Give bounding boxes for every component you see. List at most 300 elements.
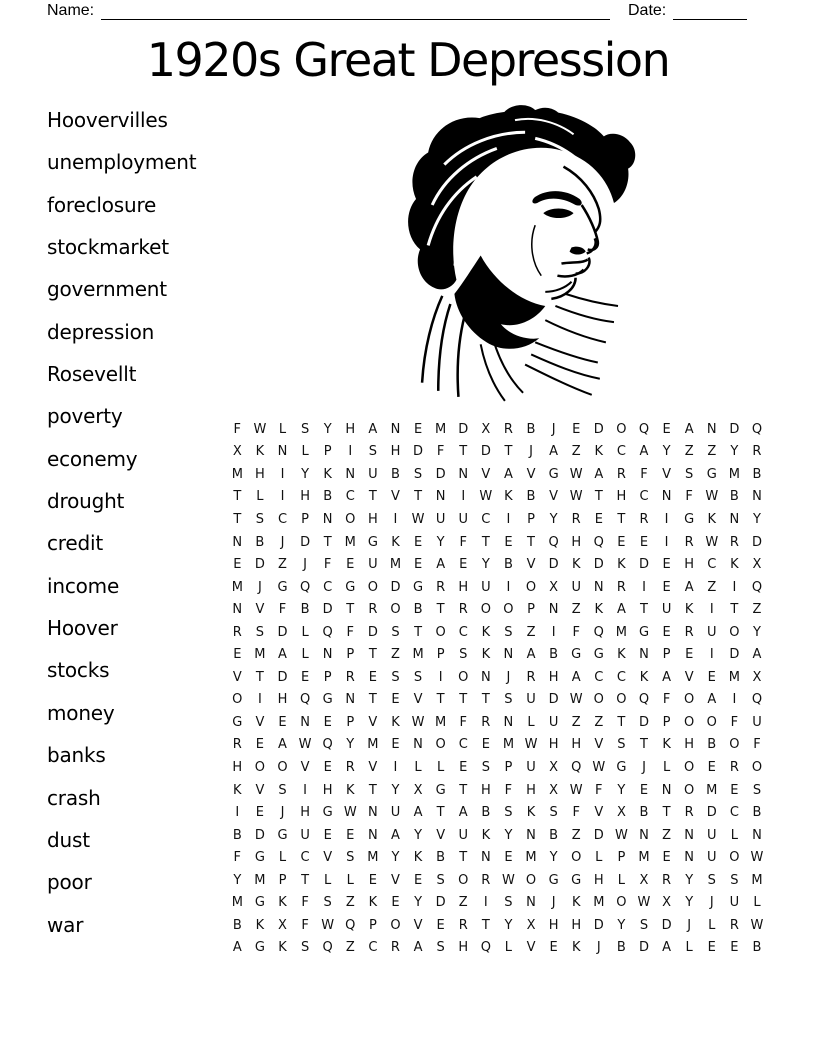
grid-letter-r14-c18: T <box>617 714 626 730</box>
grid-letter-r9-c6: T <box>346 602 355 618</box>
grid-letter-r14-c16: Z <box>571 714 581 730</box>
grid-letter-r15-c18: S <box>617 737 626 753</box>
grid-letter-r19-c18: W <box>614 827 628 843</box>
grid-letter-r2-c5: P <box>323 444 332 460</box>
grid-letter-r20-c2: G <box>254 850 265 866</box>
grid-letter-r4-c11: I <box>461 489 466 505</box>
grid-letter-r21-c17: H <box>593 872 604 888</box>
grid-letter-r11-c6: P <box>346 647 355 663</box>
grid-letter-r2-c1: X <box>232 444 242 460</box>
grid-letter-r2-c9: D <box>413 444 424 460</box>
grid-letter-r15-c3: A <box>278 737 287 753</box>
grid-letter-r21-c20: R <box>662 872 672 888</box>
grid-letter-r9-c21: K <box>684 602 694 618</box>
grid-letter-r6-c13: E <box>504 534 513 550</box>
grid-letter-r19-c19: N <box>639 827 649 843</box>
grid-letter-r19-c23: L <box>730 827 738 843</box>
word-list-item-hoovervilles: Hoovervilles <box>47 108 168 132</box>
grid-letter-r1-c15: J <box>551 421 556 437</box>
grid-letter-r7-c13: B <box>503 557 513 573</box>
grid-letter-r19-c9: Y <box>414 827 423 843</box>
grid-letter-r7-c19: D <box>638 557 649 573</box>
grid-letter-r14-c9: W <box>411 714 425 730</box>
grid-letter-r20-c18: P <box>617 850 626 866</box>
grid-letter-r21-c7: E <box>368 872 377 888</box>
grid-letter-r20-c4: C <box>300 850 310 866</box>
grid-letter-r13-c23: I <box>732 692 737 708</box>
grid-letter-r10-c19: G <box>638 624 650 640</box>
grid-letter-r15-c7: M <box>367 737 379 753</box>
grid-letter-r5-c4: P <box>301 511 309 527</box>
grid-letter-r5-c6: O <box>345 511 356 527</box>
grid-letter-r23-c17: D <box>593 917 604 933</box>
grid-letter-r13-c12: T <box>481 692 490 708</box>
grid-letter-r20-c15: Y <box>549 850 558 866</box>
grid-letter-r4-c9: T <box>414 489 423 505</box>
grid-letter-r6-c4: D <box>300 534 311 550</box>
grid-letter-r9-c3: F <box>278 602 287 618</box>
word-list-item-money: money <box>47 700 115 725</box>
grid-letter-r6-c1: N <box>232 534 243 550</box>
grid-letter-r10-c9: T <box>414 624 423 640</box>
grid-letter-r1-c11: D <box>458 421 469 437</box>
grid-letter-r2-c22: Z <box>707 444 717 460</box>
grid-letter-r7-c24: X <box>752 557 762 573</box>
grid-letter-r22-c6: Z <box>345 895 355 911</box>
grid-letter-r15-c6: Y <box>346 737 355 753</box>
word-list-item-unemployment: unemployment <box>47 150 197 175</box>
grid-letter-r7-c5: F <box>323 557 332 573</box>
grid-letter-r16-c17: W <box>592 759 606 775</box>
grid-letter-r3-c6: N <box>345 466 356 482</box>
grid-letter-r18-c6: W <box>343 805 357 821</box>
grid-letter-r23-c12: T <box>481 917 490 933</box>
grid-letter-r6-c3: J <box>280 534 285 550</box>
grid-letter-r8-c11: H <box>458 579 469 595</box>
grid-letter-r8-c6: G <box>345 579 356 595</box>
grid-letter-r19-c13: Y <box>504 827 513 843</box>
grid-letter-r4-c14: B <box>526 489 536 505</box>
grid-letter-r22-c19: W <box>637 895 651 911</box>
grid-letter-r2-c11: T <box>459 444 468 460</box>
grid-letter-r7-c23: K <box>730 557 739 573</box>
grid-letter-r22-c1: M <box>231 895 243 911</box>
grid-letter-r2-c12: D <box>480 444 491 460</box>
grid-letter-r14-c6: P <box>346 714 355 730</box>
grid-letter-r17-c5: H <box>322 782 333 798</box>
grid-letter-r17-c21: O <box>684 782 695 798</box>
grid-letter-r16-c4: V <box>300 759 310 775</box>
grid-letter-r2-c10: F <box>436 444 445 460</box>
grid-letter-r13-c7: T <box>368 692 377 708</box>
grid-letter-r19-c10: V <box>436 827 446 843</box>
grid-letter-r20-c23: O <box>729 850 740 866</box>
grid-letter-r17-c1: K <box>233 782 242 798</box>
grid-letter-r14-c3: E <box>278 714 287 730</box>
grid-letter-r8-c5: C <box>323 579 333 595</box>
word-list-item-government: government <box>47 277 167 302</box>
grid-letter-r8-c1: M <box>231 579 243 595</box>
grid-letter-r18-c23: C <box>729 805 739 821</box>
grid-letter-r19-c1: B <box>232 827 242 843</box>
grid-letter-r12-c3: D <box>277 669 288 685</box>
grid-letter-r21-c24: M <box>751 872 763 888</box>
grid-letter-r22-c2: G <box>254 895 265 911</box>
grid-letter-r22-c10: D <box>435 895 446 911</box>
grid-letter-r16-c12: S <box>481 759 490 775</box>
grid-letter-r24-c22: E <box>707 940 716 956</box>
grid-letter-r16-c2: O <box>254 759 265 775</box>
grid-letter-r16-c19: J <box>642 759 646 775</box>
grid-letter-r13-c24: Q <box>751 692 763 708</box>
grid-letter-r9-c2: V <box>255 602 265 618</box>
grid-letter-r2-c4: L <box>301 444 309 460</box>
grid-letter-r21-c19: X <box>639 872 649 888</box>
grid-letter-r9-c13: O <box>503 602 514 618</box>
grid-letter-r13-c18: O <box>616 692 627 708</box>
grid-letter-r22-c15: J <box>551 895 556 911</box>
grid-letter-r17-c11: T <box>459 782 468 798</box>
grid-letter-r9-c11: R <box>458 602 468 618</box>
grid-letter-r20-c6: S <box>346 850 355 866</box>
grid-letter-r19-c3: G <box>277 827 288 843</box>
grid-letter-r21-c23: S <box>730 872 739 888</box>
grid-letter-r21-c4: T <box>301 872 310 888</box>
grid-letter-r18-c5: G <box>322 805 333 821</box>
grid-letter-r2-c20: Y <box>662 444 671 460</box>
grid-letter-r13-c1: O <box>232 692 243 708</box>
grid-letter-r6-c8: K <box>391 534 400 550</box>
grid-letter-r12-c23: M <box>728 669 740 685</box>
grid-letter-r19-c5: E <box>323 827 332 843</box>
grid-letter-r16-c13: P <box>504 759 513 775</box>
grid-letter-r22-c11: Z <box>458 895 468 911</box>
grid-letter-r19-c15: B <box>549 827 559 843</box>
grid-letter-r5-c20: I <box>664 511 669 527</box>
grid-letter-r24-c15: E <box>549 940 558 956</box>
grid-letter-r17-c15: X <box>549 782 559 798</box>
grid-letter-r24-c3: K <box>278 940 287 956</box>
grid-letter-r17-c2: V <box>255 782 265 798</box>
grid-letter-r5-c18: T <box>617 511 626 527</box>
grid-letter-r10-c24: Y <box>752 624 761 640</box>
grid-letter-r14-c17: Z <box>594 714 604 730</box>
grid-letter-r9-c9: B <box>413 602 423 618</box>
grid-letter-r15-c14: W <box>524 737 538 753</box>
grid-letter-r7-c1: E <box>233 557 242 573</box>
grid-letter-r14-c14: L <box>527 714 535 730</box>
grid-letter-r10-c17: Q <box>593 624 604 640</box>
grid-letter-r13-c2: I <box>257 692 262 708</box>
grid-letter-r6-c15: Q <box>548 534 559 550</box>
grid-letter-r7-c21: H <box>684 557 695 573</box>
grid-letter-r23-c16: H <box>571 917 582 933</box>
grid-letter-r18-c12: B <box>481 805 491 821</box>
grid-letter-r9-c10: T <box>436 602 445 618</box>
grid-letter-r9-c14: P <box>527 602 535 618</box>
grid-letter-r10-c11: C <box>458 624 468 640</box>
grid-letter-r12-c15: H <box>548 669 559 685</box>
grid-letter-r16-c11: E <box>459 759 468 775</box>
grid-letter-r10-c8: S <box>391 624 400 640</box>
word-list-item-foreclosure: foreclosure <box>47 192 157 217</box>
word-list <box>47 99 196 946</box>
grid-letter-r13-c20: F <box>662 692 671 708</box>
grid-letter-r15-c1: R <box>232 737 242 753</box>
grid-letter-r2-c3: N <box>277 444 288 460</box>
grid-letter-r4-c20: N <box>661 489 672 505</box>
grid-letter-r11-c1: E <box>233 647 242 663</box>
grid-letter-r19-c17: D <box>593 827 604 843</box>
grid-letter-r24-c9: A <box>413 940 423 956</box>
grid-letter-r17-c8: Y <box>391 782 400 798</box>
grid-letter-r14-c23: F <box>730 714 739 730</box>
word-list-item-depression: depression <box>47 319 155 344</box>
grid-letter-r19-c16: Z <box>571 827 581 843</box>
grid-letter-r5-c21: G <box>684 511 695 527</box>
grid-letter-r20-c9: K <box>413 850 423 866</box>
grid-letter-r1-c21: A <box>684 421 694 437</box>
grid-letter-r7-c10: A <box>436 557 446 573</box>
grid-letter-r11-c19: N <box>639 647 649 663</box>
grid-letter-r5-c7: H <box>367 511 378 527</box>
grid-letter-r8-c13: I <box>506 579 511 595</box>
grid-letter-r3-c3: I <box>280 466 285 482</box>
word-list-item-dust: dust <box>47 827 90 852</box>
grid-letter-r19-c8: A <box>391 827 400 843</box>
grid-letter-r23-c21: J <box>687 917 692 933</box>
grid-letter-r1-c3: L <box>278 421 287 437</box>
grid-letter-r24-c13: L <box>504 940 513 956</box>
grid-letter-r14-c22: O <box>706 714 717 730</box>
grid-letter-r13-c4: Q <box>299 692 311 708</box>
grid-letter-r6-c17: Q <box>593 534 604 550</box>
grid-letter-r5-c9: W <box>411 511 425 527</box>
grid-letter-r12-c17: C <box>594 669 604 685</box>
grid-letter-r20-c20: E <box>662 850 671 866</box>
grid-letter-r2-c21: Z <box>684 444 694 460</box>
grid-letter-r19-c12: K <box>481 827 491 843</box>
grid-letter-r15-c16: H <box>571 737 582 753</box>
grid-letter-r17-c23: E <box>730 782 739 798</box>
grid-letter-r8-c22: Z <box>707 579 717 595</box>
grid-letter-r10-c16: F <box>572 624 580 640</box>
grid-letter-r7-c17: D <box>593 557 604 573</box>
grid-letter-r9-c17: K <box>594 602 604 618</box>
grid-letter-r19-c7: N <box>367 827 378 843</box>
grid-letter-r16-c20: L <box>662 759 671 775</box>
grid-letter-r14-c21: O <box>684 714 695 730</box>
grid-letter-r19-c2: D <box>254 827 265 843</box>
grid-letter-r16-c3: O <box>277 759 288 775</box>
grid-letter-r2-c16: Z <box>571 444 581 460</box>
grid-letter-r21-c18: L <box>617 872 626 888</box>
grid-letter-r14-c7: V <box>368 714 378 730</box>
grid-letter-r3-c21: S <box>685 466 694 482</box>
grid-letter-r10-c2: S <box>255 624 265 640</box>
grid-letter-r18-c7: N <box>367 805 378 821</box>
grid-letter-r6-c21: R <box>684 534 694 550</box>
grid-letter-r20-c19: M <box>638 850 650 866</box>
grid-letter-r10-c21: R <box>684 624 694 640</box>
grid-letter-r15-c20: K <box>662 737 671 753</box>
grid-letter-r18-c2: E <box>255 805 264 821</box>
grid-letter-r6-c11: F <box>459 534 467 550</box>
grid-letter-r12-c19: K <box>639 669 649 685</box>
grid-letter-r10-c23: O <box>729 624 740 640</box>
grid-letter-r17-c13: F <box>504 782 513 798</box>
grid-letter-r17-c16: W <box>569 782 583 798</box>
grid-letter-r1-c1: F <box>233 421 242 437</box>
grid-letter-r1-c12: X <box>481 421 491 437</box>
grid-letter-r2-c13: T <box>504 444 513 460</box>
grid-letter-r13-c10: T <box>436 692 445 708</box>
grid-letter-r18-c4: H <box>300 805 310 821</box>
garment-outline <box>422 296 464 397</box>
grid-letter-r22-c24: L <box>753 895 761 911</box>
grid-letter-r4-c24: N <box>752 489 762 505</box>
grid-letter-r2-c19: A <box>639 444 649 460</box>
grid-letter-r24-c12: Q <box>480 940 491 956</box>
grid-letter-r3-c7: U <box>368 466 378 482</box>
grid-letter-r7-c7: U <box>368 557 378 573</box>
grid-letter-r1-c10: M <box>435 421 447 437</box>
grid-letter-r3-c15: G <box>548 466 559 482</box>
grid-letter-r14-c8: K <box>391 714 400 730</box>
grid-letter-r15-c9: N <box>413 737 423 753</box>
grid-letter-r8-c18: R <box>616 579 626 595</box>
grid-letter-r1-c14: B <box>526 421 536 437</box>
grid-letter-r18-c16: F <box>572 805 580 821</box>
grid-letter-r22-c21: Y <box>685 895 694 911</box>
grid-letter-r18-c8: U <box>390 805 401 821</box>
grid-letter-r24-c2: G <box>254 940 265 956</box>
grid-letter-r7-c18: K <box>617 557 626 573</box>
grid-letter-r21-c1: Y <box>233 872 242 888</box>
grid-letter-r10-c5: Q <box>322 624 333 640</box>
grid-letter-r18-c22: D <box>706 805 717 821</box>
grid-letter-r24-c7: C <box>368 940 378 956</box>
grid-letter-r3-c12: V <box>481 466 491 482</box>
grid-letter-r3-c19: F <box>640 466 648 482</box>
grid-letter-r6-c5: T <box>323 534 332 550</box>
grid-letter-r7-c20: E <box>662 557 671 573</box>
grid-letter-r3-c1: M <box>231 466 243 482</box>
grid-letter-r4-c22: W <box>705 489 719 505</box>
grid-letter-r2-c14: J <box>529 444 533 460</box>
grid-letter-r19-c14: N <box>526 827 536 843</box>
grid-letter-r17-c12: H <box>480 782 491 798</box>
grid-letter-r20-c3: L <box>278 850 287 866</box>
grid-letter-r2-c24: R <box>752 444 762 460</box>
grid-letter-r3-c2: H <box>255 466 265 482</box>
grid-letter-r10-c14: Z <box>526 624 536 640</box>
grid-letter-r23-c19: S <box>639 917 649 933</box>
grid-letter-r4-c15: V <box>549 489 559 505</box>
grid-letter-r7-c4: J <box>303 557 307 573</box>
word-list-item-poverty: poverty <box>47 404 123 429</box>
grid-letter-r8-c15: X <box>549 579 559 595</box>
grid-letter-r1-c9: E <box>413 421 423 437</box>
grid-letter-r14-c12: R <box>481 714 491 730</box>
grid-letter-r12-c21: V <box>684 669 694 685</box>
grid-letter-r11-c17: G <box>593 647 604 663</box>
grid-letter-r19-c11: U <box>458 827 468 843</box>
grid-letter-r4-c12: W <box>479 489 493 505</box>
grid-letter-r11-c23: D <box>729 647 740 663</box>
grid-letter-r5-c13: I <box>506 511 511 527</box>
grid-letter-r17-c14: H <box>526 782 536 798</box>
grid-letter-r11-c24: A <box>752 647 762 663</box>
date-label: Date: <box>628 2 667 19</box>
grid-letter-r22-c8: E <box>391 895 400 911</box>
grid-letter-r2-c7: S <box>368 444 377 460</box>
grid-letter-r14-c13: N <box>503 714 514 730</box>
grid-letter-r4-c13: K <box>504 489 513 505</box>
grid-letter-r9-c1: N <box>232 602 243 618</box>
grid-letter-r15-c17: V <box>594 737 604 753</box>
grid-letter-r3-c11: N <box>458 466 469 482</box>
grid-letter-r8-c17: N <box>593 579 604 595</box>
grid-letter-r6-c12: T <box>481 534 490 550</box>
grid-letter-r12-c2: T <box>255 669 264 685</box>
grid-letter-r6-c24: D <box>751 534 762 550</box>
grid-letter-r11-c2: M <box>254 647 266 663</box>
grid-letter-r23-c20: D <box>661 917 672 933</box>
word-list-item-poor: poor <box>47 870 92 895</box>
word-list-item-hoover: Hoover <box>47 616 118 641</box>
grid-letter-r23-c18: Y <box>617 917 626 933</box>
grid-letter-r13-c17: O <box>593 692 604 708</box>
grid-letter-r10-c12: K <box>481 624 491 640</box>
grid-letter-r8-c14: O <box>525 579 537 595</box>
grid-letter-r22-c18: O <box>616 895 627 911</box>
grid-letter-r2-c6: I <box>348 444 353 460</box>
grid-letter-r17-c18: Y <box>617 782 626 798</box>
grid-letter-r10-c7: D <box>367 624 378 640</box>
grid-letter-r8-c21: A <box>684 579 694 595</box>
grid-letter-r11-c15: B <box>549 647 559 663</box>
grid-letter-r20-c5: V <box>323 850 333 866</box>
grid-letter-r12-c11: O <box>458 669 469 685</box>
grid-letter-r3-c14: V <box>526 466 536 482</box>
grid-letter-r4-c3: I <box>280 489 285 505</box>
grid-letter-r10-c6: F <box>346 624 354 640</box>
grid-letter-r13-c15: D <box>548 692 559 708</box>
grid-letter-r11-c7: T <box>368 647 377 663</box>
grid-letter-r16-c1: H <box>232 759 243 775</box>
grid-letter-r20-c10: B <box>436 850 446 866</box>
grid-letter-r4-c6: C <box>345 489 355 505</box>
grid-letter-r24-c17: J <box>596 940 601 956</box>
grid-letter-r12-c24: X <box>752 669 762 685</box>
grid-letter-r24-c18: B <box>616 940 626 956</box>
grid-letter-r9-c4: B <box>300 602 310 618</box>
name-label: Name: <box>47 2 95 19</box>
grid-letter-r6-c16: H <box>571 534 582 550</box>
grid-letter-r13-c5: G <box>322 692 333 708</box>
grid-letter-r23-c5: W <box>321 917 335 933</box>
grid-letter-r20-c17: L <box>595 850 603 866</box>
grid-letter-r10-c15: I <box>551 624 556 640</box>
grid-letter-r17-c9: X <box>413 782 423 798</box>
grid-letter-r5-c11: U <box>458 511 468 527</box>
grid-letter-r24-c16: K <box>571 940 581 956</box>
grid-letter-r12-c4: E <box>300 669 310 685</box>
grid-letter-r12-c5: P <box>323 669 332 685</box>
grid-letter-r12-c1: V <box>232 669 242 685</box>
grid-letter-r7-c22: C <box>707 557 717 573</box>
